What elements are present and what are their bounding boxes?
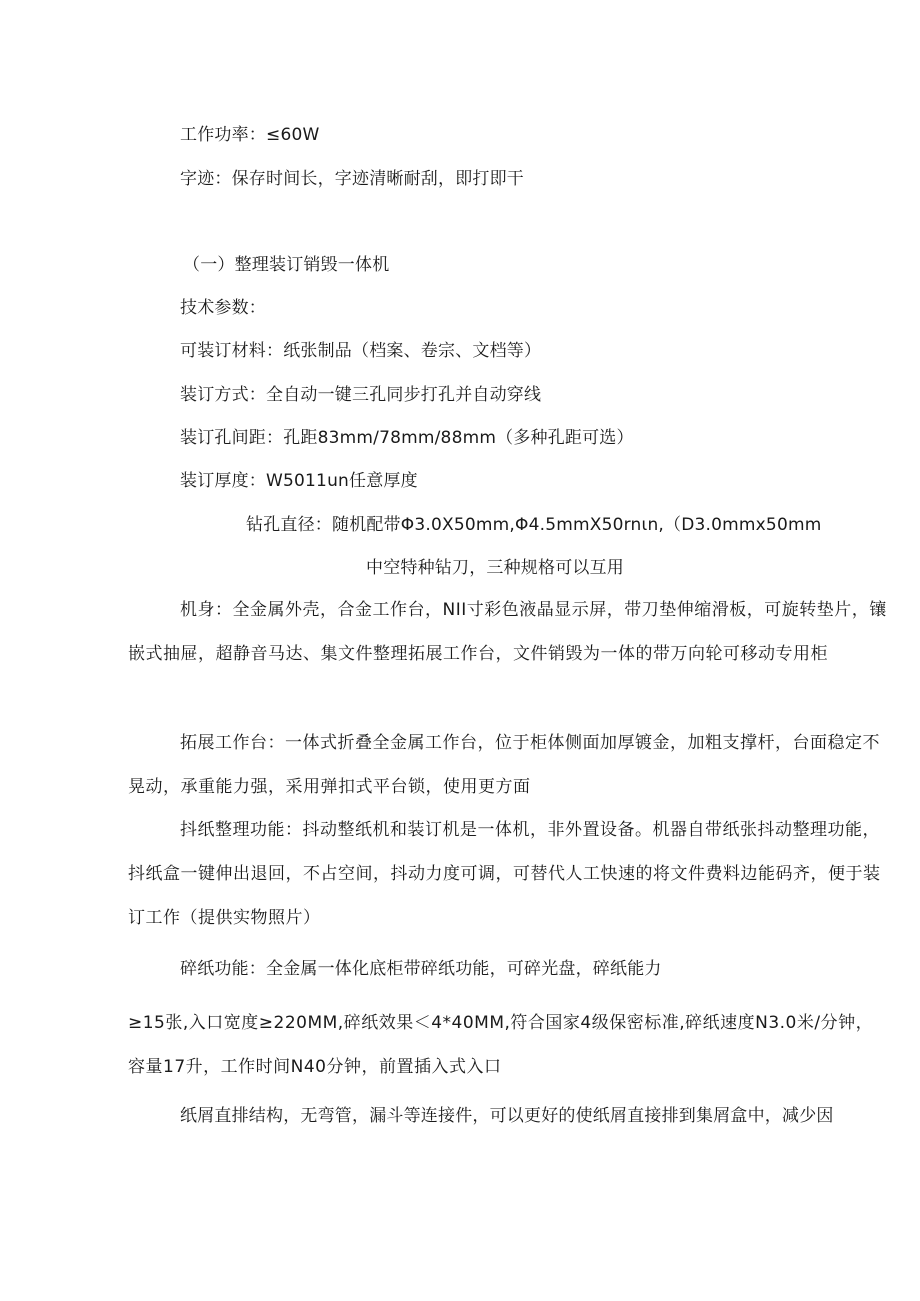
shake-paragraph: 抖纸整理功能：抖动整纸机和装订机是一体机，非外置设备。机器自带纸张抖动整理功能，抖纸盒一键伸出退回，不占空间，抖动力度可调，可替代人工快速的将文件费料边能码齐，便于装订工作（提供实物照片） [128, 820, 881, 928]
ink-line: 字迹：保存时间长，字迹清晰耐刮，即打即干 [180, 169, 524, 189]
drill-diameter-line: 钻孔直径：随机配带Φ3.0X50mm,Φ4.5mmX50rnιn,（D3.0mmx50mm [246, 515, 822, 535]
binding-method-line: 装订方式：全自动一键三孔同步打孔并自动穿线 [180, 385, 542, 405]
power-line: 工作功率：≤60W [180, 125, 320, 145]
body-paragraph: 机身：全金属外壳，合金工作台，NII寸彩色液晶显示屏，带刀垫伸缩滑板，可旋转垫片，镶嵌式抽屉，超静音马达、集文件整理拓展工作台，文件销毁为一体的带万向轮可移动专用柜 [128, 600, 887, 664]
materials-line: 可装订材料：纸张制品（档案、卷宗、文档等） [180, 341, 542, 361]
scraps-line: 纸屑直排结构，无弯管，漏斗等连接件，可以更好的使纸屑直接排到集屑盒中，减少因 [180, 1106, 834, 1126]
shred-intro-line: 碎纸功能：全金属一体化底柜带碎纸功能，可碎光盘，碎纸能力 [180, 959, 662, 979]
shred-specs-paragraph: ≥15张,入口宽度≥220MM,碎纸效果＜4*40MM,符合国家4级保密标准,碎纸速度N3.0米/分钟，容量17升，工作时间N40分钟，前置插入式入口 [128, 1013, 874, 1077]
drill-note-line: 中空特种钻刀，三种规格可以互用 [366, 558, 624, 578]
tech-params-heading: 技术参数： [180, 298, 266, 318]
platform-paragraph: 拓展工作台：一体式折叠全金属工作台，位于柜体侧面加厚镀金，加粗支撑杆，台面稳定不晃动，承重能力强，采用弹扣式平台锁，使用更方面 [128, 733, 880, 797]
hole-spacing-line: 装订孔间距：孔距83mm∕78mm∕88mm（多种孔距可选） [180, 428, 634, 448]
thickness-line: 装订厚度：W5011un任意厚度 [180, 471, 418, 491]
section-title: （一）整理装订销毁一体机 [183, 255, 390, 275]
